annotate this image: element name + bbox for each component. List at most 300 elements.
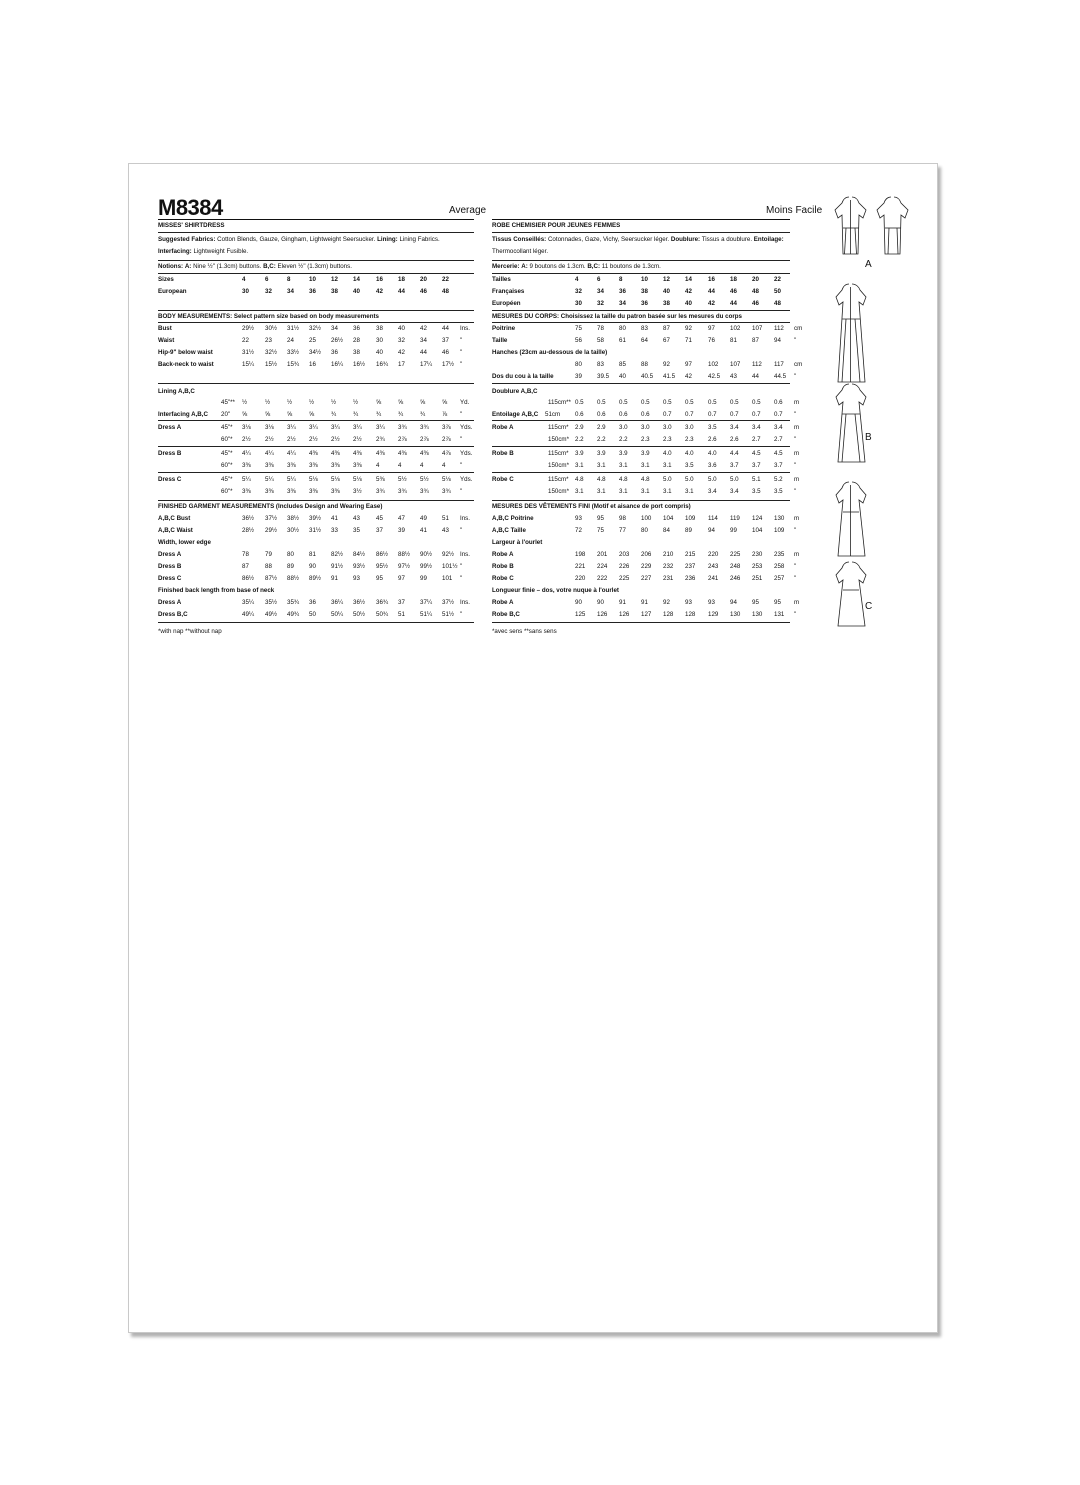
value-cell: 3.1 [663,488,672,495]
value-cell: 130 [774,515,785,522]
fabric-width: 45"* [221,424,233,431]
value-cell: 40 [619,373,626,380]
unit-cell: " [460,349,463,356]
value-cell: 128 [663,611,674,618]
value-cell: 4.0 [685,450,694,457]
value-cell: 2½ [287,436,296,443]
row-label: Dos du cou à la taille [492,373,554,380]
yardage-row [492,448,800,459]
value-cell: 125 [575,611,586,618]
value-cell: 3⅛ [265,424,274,431]
fr-title: ROBE CHEMISIER POUR JEUNES FEMMES [492,222,621,229]
fabric-width: 115cm** [548,399,571,406]
value-cell: 90 [309,563,316,570]
value-cell: 5¼ [242,476,251,483]
value-cell: 2½ [331,436,340,443]
value-cell: ⅝ [287,411,293,418]
value-cell: ⅝ [376,399,382,406]
value-cell: 3.1 [641,462,650,469]
value-cell: 47 [398,515,405,522]
body-row [492,323,803,334]
value-cell: 104 [752,527,763,534]
value-cell: 85 [619,361,626,368]
value-cell: 40.5 [641,373,654,380]
value-cell: 124 [752,515,763,522]
sizes-row [158,274,474,285]
value-cell: 3.4 [708,488,717,495]
value-cell: 5⅜ [376,476,385,483]
value-cell: ½ [331,399,337,406]
value-cell: 102 [730,325,741,332]
value-cell: 67 [663,337,670,344]
unit-cell: m [794,450,800,457]
value-cell: 126 [597,611,608,618]
value-cell: 4.5 [774,450,783,457]
fabric-width: 20" [221,411,231,418]
value-cell: 0.5 [685,399,694,406]
row-label: Robe B,C [492,611,520,618]
row-label: Dress A [158,599,182,606]
size-cell: 36 [309,288,316,295]
value-cell: 92 [663,361,670,368]
view-b-front-sketch [836,284,866,382]
value-cell: 5⅛ [309,476,318,483]
value-cell: 2⅞ [442,436,451,443]
value-cell: 93 [353,575,360,582]
french-row [492,286,790,297]
value-cell: 127 [641,611,652,618]
value-cell: ½ [287,399,293,406]
unit-cell: m [794,515,800,522]
size-cell: 34 [619,300,626,307]
value-cell: 3¼ [376,424,385,431]
value-cell: 237 [685,563,696,570]
value-cell: 4⅜ [331,450,340,457]
value-cell: 37 [442,337,449,344]
width-row [158,573,474,584]
value-cell: 2⅞ [420,436,429,443]
value-cell: 44.5 [774,373,787,380]
en-interfacing: Interfacing: Lightweight Fusible. [158,248,249,255]
value-cell: ¾ [420,411,426,418]
unit-cell: Yds. [460,450,473,457]
unit-cell: " [460,411,463,418]
value-cell: 25 [309,337,316,344]
size-cell: 14 [353,276,360,283]
divider [158,219,474,220]
value-cell: 253 [752,563,763,570]
value-cell: 64 [641,337,648,344]
value-cell: 3.4 [774,424,783,431]
value-cell: 91 [331,575,338,582]
value-cell: 226 [619,563,630,570]
value-cell: ¾ [376,411,382,418]
value-cell: 257 [774,575,785,582]
value-cell: 15¾ [287,361,300,368]
value-cell: 3.7 [774,462,783,469]
fabric-width: 60"* [221,462,233,469]
value-cell: 3¾ [420,488,429,495]
skill-level-fr: Moins Facile [766,205,823,216]
value-cell: 119 [730,515,740,522]
pattern-code: M8384 [158,195,223,220]
value-cell: 93 [708,599,715,606]
value-cell: 3.1 [575,488,584,495]
row-label: Robe B [492,450,514,457]
value-cell: 2.3 [663,436,672,443]
row-label: Robe A [492,599,514,606]
value-cell: ½ [242,399,248,406]
section-heading-row [158,537,474,548]
back-length-row [158,609,474,620]
row-label: Robe C [492,476,514,483]
size-cell: 40 [353,288,360,295]
value-cell: 31½ [309,527,322,534]
value-cell: 4.4 [730,450,739,457]
value-cell: 80 [287,551,294,558]
value-cell: 3⅜ [309,462,318,469]
back-length-row [492,597,800,608]
size-cell: 6 [597,276,601,283]
value-cell: 129 [708,611,719,618]
value-cell: 2½ [309,436,318,443]
value-cell: 0.6 [597,411,606,418]
size-cell: 30 [242,288,249,295]
view-b-back-sketch [836,384,866,462]
unit-cell: Ins. [460,599,470,606]
value-cell: 227 [641,575,652,582]
row-label: Robe A [492,551,514,558]
value-cell: 0.6 [619,411,628,418]
value-cell: 5.0 [663,476,672,483]
value-cell: 87½ [265,575,278,582]
value-cell: 23 [265,337,272,344]
value-cell: 91½ [331,563,344,570]
value-cell: 210 [663,551,674,558]
unit-cell: " [460,575,463,582]
unit-cell: Yds. [460,476,473,483]
unit-cell: " [794,563,797,570]
view-a-label: A [865,259,872,270]
value-cell: 88½ [398,551,411,558]
value-cell: 241 [708,575,719,582]
value-cell: 4⅜ [420,450,429,457]
pattern-envelope-back [128,163,938,1333]
value-cell: 3⅜ [287,462,296,469]
divider [158,232,474,233]
value-cell: 44 [752,373,759,380]
value-cell: 51 [398,611,405,618]
value-cell: ⅝ [398,399,404,406]
value-cell: 3.6 [708,462,717,469]
section-heading-row [492,537,790,548]
value-cell: 0.7 [774,411,783,418]
unit-cell: " [460,462,463,469]
value-cell: 2.7 [752,436,761,443]
value-cell: 117 [774,361,784,368]
value-cell: 3.0 [619,424,628,431]
value-cell: ¾ [353,411,359,418]
size-cell: 38 [663,300,670,307]
value-cell: 46 [442,349,449,356]
row-label: Dress B [158,563,182,570]
row-label: Dress B [158,450,182,457]
row-label: Robe A [492,424,514,431]
value-cell: 0.5 [575,399,584,406]
row-label: Dress C [158,476,182,483]
value-cell: 109 [685,515,696,522]
value-cell: 2¾ [376,436,385,443]
value-cell: 35¾ [287,599,300,606]
value-cell: 5.1 [752,476,761,483]
value-cell: 26½ [331,337,344,344]
section-heading: Finished back length from base of neck [158,587,275,594]
value-cell: 4¼ [265,450,274,457]
unit-cell: Ins. [460,325,470,332]
value-cell: 221 [575,563,586,570]
value-cell: 3.7 [752,462,761,469]
value-cell: 94 [774,337,781,344]
value-cell: 2.7 [774,436,783,443]
value-cell: 3¾ [398,424,407,431]
value-cell: ⅝ [242,411,248,418]
fabric-width: 150cm* [548,462,569,469]
value-cell: 131 [774,611,785,618]
value-cell: 126 [619,611,630,618]
value-cell: ½ [353,399,359,406]
value-cell: 4 [398,462,402,469]
yardage-row [158,474,474,485]
value-cell: 101½ [442,563,458,570]
size-cell: 34 [287,288,294,295]
width-row [492,561,797,572]
size-cell: 18 [730,276,737,283]
value-cell: 5.0 [708,476,717,483]
value-cell: 0.5 [597,399,606,406]
size-cell: 42 [708,300,715,307]
value-cell: 45 [376,515,383,522]
value-cell: 2.2 [575,436,584,443]
size-cell: 20 [420,276,427,283]
value-cell: 4⅜ [353,450,362,457]
value-cell: 30½ [287,527,300,534]
value-cell: 37¼ [420,599,433,606]
value-cell: 0.5 [641,399,650,406]
value-cell: 95 [597,515,604,522]
section-heading-row [492,501,790,512]
body-row [158,323,474,334]
section-heading-row [158,585,474,596]
row-label: Dress B,C [158,611,188,618]
value-cell: 89½ [309,575,322,582]
value-cell: 58 [597,337,604,344]
divider [158,472,474,473]
value-cell: 0.6 [641,411,650,418]
value-cell: 75 [597,527,604,534]
row-label: Hip-9" below waist [158,349,213,356]
value-cell: 4.0 [663,450,672,457]
size-cell: 4 [242,276,246,283]
value-cell: 3¼ [287,424,296,431]
finished-row [158,525,474,536]
value-cell: 5⅛ [353,476,362,483]
value-cell: 3.4 [730,424,739,431]
size-cell: 36 [641,300,648,307]
value-cell: 2.2 [597,436,606,443]
size-cell: 32 [265,288,272,295]
value-cell: 36½ [242,515,255,522]
value-cell: 17½ [442,361,455,368]
value-cell: ⅞ [442,411,448,418]
divider [158,622,474,623]
value-cell: ½ [265,399,271,406]
value-cell: 3.1 [575,462,584,469]
value-cell: 3.5 [774,488,783,495]
skill-level-en: Average [449,205,487,216]
value-cell: 86½ [376,551,389,558]
yardage-row [158,397,474,408]
en-title: MISSES' SHIRTDRESS [158,222,225,229]
value-cell: 33 [331,527,338,534]
value-cell: 56 [575,337,582,344]
value-cell: 107 [730,361,741,368]
value-cell: 90½ [420,551,433,558]
value-cell: 29½ [265,527,278,534]
size-cell: 42 [376,288,383,295]
value-cell: 88½ [287,575,300,582]
view-a-front-sketch [835,197,866,254]
value-cell: 0.7 [685,411,694,418]
value-cell: 50 [309,611,316,618]
value-cell: 3.1 [597,462,606,469]
value-cell: 42.5 [708,373,721,380]
finished-row [492,513,800,524]
value-cell: 0.5 [730,399,739,406]
value-cell: 258 [774,563,785,570]
value-cell: 5¼ [265,476,274,483]
section-heading: Largeur à l'ourlet [492,539,543,546]
size-cell: 38 [331,288,338,295]
value-cell: 201 [597,551,608,558]
value-cell: 39 [398,527,405,534]
value-cell: 35¼ [242,599,255,606]
european-row [158,286,474,297]
size-cell: 4 [575,276,579,283]
unit-cell: m [794,424,800,431]
value-cell: 4.8 [597,476,606,483]
unit-cell: " [460,436,463,443]
divider [492,383,790,384]
row-label: Waist [158,337,175,344]
unit-cell: Ins. [460,515,470,522]
value-cell: 40 [398,325,405,332]
yardage-row [158,409,474,420]
value-cell: 87 [752,337,759,344]
value-cell: 198 [575,551,586,558]
value-cell: 3.1 [619,488,628,495]
size-cell: 8 [287,276,291,283]
value-cell: ⅝ [420,399,426,406]
value-cell: 95½ [376,563,389,570]
unit-cell: " [794,373,797,380]
value-cell: 100 [641,515,652,522]
unit-cell: " [794,436,797,443]
yardage-row [492,409,797,420]
divider [492,446,790,447]
value-cell: 29½ [242,325,255,332]
value-cell: 90 [575,599,582,606]
value-cell: ¾ [398,411,404,418]
value-cell: 36½ [353,599,366,606]
value-cell: 3½ [353,488,362,495]
value-cell: 93 [575,515,582,522]
en-notions: Notions: A: Nine ½" (1.3cm) buttons. B,C: Eleven ½" (1.3cm) buttons. [158,263,352,270]
section-heading-row [492,347,790,358]
value-cell: 79 [265,551,272,558]
value-cell: 16½ [353,361,366,368]
value-cell: 114 [708,515,718,522]
value-cell: 15¼ [242,361,255,368]
value-cell: 4.8 [575,476,584,483]
value-cell: 2.2 [619,436,628,443]
size-cell: 36 [619,288,626,295]
value-cell: 34 [331,325,338,332]
row-label: Robe C [492,575,514,582]
section-heading: Doublure A,B,C [492,388,538,395]
value-cell: 5.0 [685,476,694,483]
value-cell: 49¼ [242,611,255,618]
unit-cell: " [460,488,463,495]
row-label: Interfacing A,B,C [158,411,208,418]
value-cell: 2⅞ [398,436,407,443]
yardage-row [158,422,474,433]
value-cell: 251 [752,575,763,582]
value-cell: 3¾ [442,488,451,495]
unit-cell: m [794,551,800,558]
value-cell: 31½ [242,349,255,356]
value-cell: 86½ [242,575,255,582]
value-cell: 230 [752,551,763,558]
value-cell: 92 [663,599,670,606]
value-cell: 243 [708,563,719,570]
size-cell: 22 [774,276,781,283]
size-cell: 46 [752,300,759,307]
value-cell: 3.0 [685,424,694,431]
value-cell: 5½ [420,476,429,483]
row-label: Dress C [158,575,182,582]
value-cell: 3¾ [398,488,407,495]
value-cell: 4.8 [619,476,628,483]
value-cell: 3.5 [685,462,694,469]
row-label: Dress A [158,551,182,558]
value-cell: 84½ [353,551,366,558]
value-cell: 0.7 [708,411,717,418]
value-cell: 80 [641,527,648,534]
value-cell: 102 [708,361,719,368]
section-heading-row [492,311,790,322]
unit-cell: " [794,527,797,534]
yardage-row [492,422,800,433]
section-heading-row [492,386,790,397]
unit-cell: " [794,462,797,469]
value-cell: 40 [376,349,383,356]
size-cell: 10 [309,276,316,283]
divider [158,383,474,384]
value-cell: 3¼ [331,424,340,431]
value-cell: 3.9 [597,450,606,457]
size-cell: 14 [685,276,692,283]
footnote-row [492,626,790,637]
